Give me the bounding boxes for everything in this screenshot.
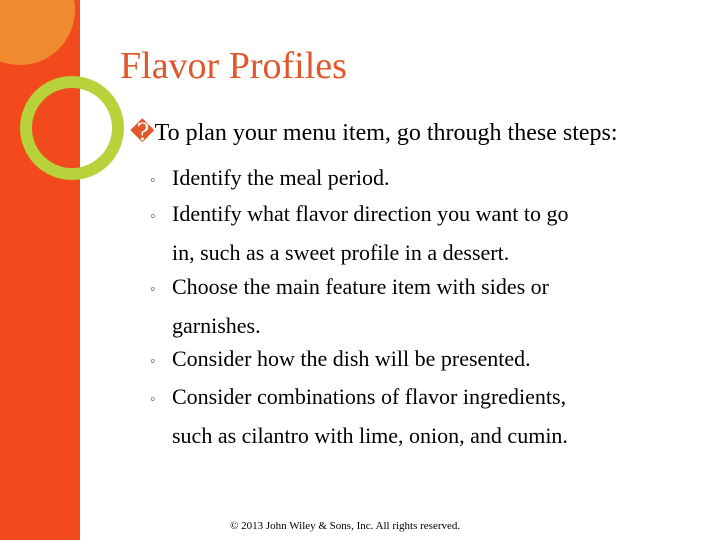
main-bullet-marker: � [130,120,155,146]
sub-bullet-marker: ◦ [150,281,156,298]
sub-bullet-text: Identify the meal period. [172,165,390,190]
sub-bullet-text: Choose the main feature item with sides or [172,274,549,299]
sub-bullet [150,379,710,454]
sub-bullet-marker: ◦ [150,172,156,189]
sub-bullet [150,196,710,271]
sub-bullet-marker: ◦ [150,391,156,408]
sub-bullet-text: Consider how the dish will be presented. [172,346,531,371]
sub-bullet-text: Identify what flavor direction you want to go [172,201,569,226]
sub-bullet-continuation: such as cilantro with lime, onion, and cumin. [172,423,568,448]
copyright-footer: © 2013 John Wiley & Sons, Inc. All rights reserved. [230,520,461,532]
decorative-circles [0,0,140,200]
sub-bullet-marker: ◦ [150,208,156,225]
main-bullet-text: To plan your menu item, go through these steps: [154,120,618,146]
orange-circle-icon [0,0,75,65]
sub-bullet-continuation: in, such as a sweet profile in a dessert. [172,240,510,265]
green-ring-icon [26,82,118,174]
sub-bullet-text: Consider combinations of flavor ingredients, [172,384,567,409]
sub-bullet [150,341,710,380]
sub-bullet-marker: ◦ [150,353,156,370]
sub-bullet [150,160,710,199]
main-bullet [130,118,618,147]
sub-bullet [150,269,710,344]
slide-title: Flavor Profiles [120,45,347,87]
sub-bullet-continuation: garnishes. [172,313,261,338]
